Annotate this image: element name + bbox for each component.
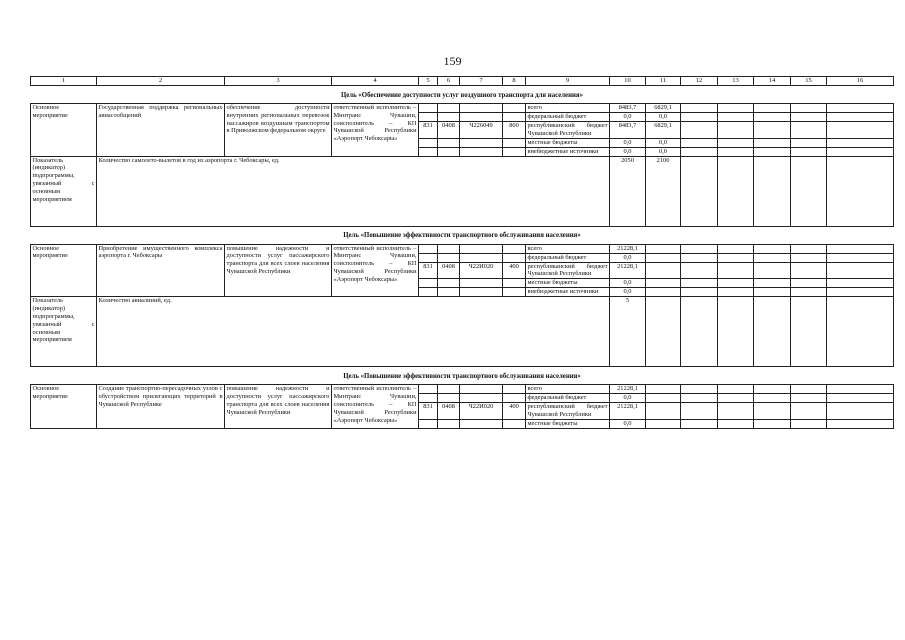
activity-row bbox=[31, 244, 894, 253]
funding-value-11 bbox=[646, 394, 681, 403]
code-empty bbox=[503, 288, 526, 297]
funding-value-11 bbox=[646, 262, 681, 279]
empty-cell bbox=[791, 104, 827, 113]
goal-row bbox=[31, 226, 894, 244]
empty-cell bbox=[827, 403, 894, 420]
empty-cell bbox=[791, 394, 827, 403]
empty-cell bbox=[791, 156, 827, 226]
empty-cell bbox=[754, 403, 791, 420]
code-empty bbox=[419, 279, 438, 288]
activity-name: Приобретение имущественного комплекса аэропорта г. Чебоксары bbox=[97, 244, 225, 297]
empty-cell bbox=[791, 262, 827, 279]
empty-cell bbox=[681, 253, 718, 262]
code-empty bbox=[419, 113, 438, 122]
indicator-label: Показатель (индикатор) подпрограммы, увязанный с основным мероприятием bbox=[31, 297, 97, 367]
code-empty bbox=[438, 394, 460, 403]
activity-label: Основное мероприятие bbox=[31, 385, 97, 429]
empty-cell bbox=[754, 244, 791, 253]
funding-value-10: 8483,7 bbox=[610, 122, 646, 139]
column-number: 4 bbox=[332, 77, 419, 86]
empty-cell bbox=[791, 253, 827, 262]
code-empty bbox=[419, 244, 438, 253]
empty-cell bbox=[791, 288, 827, 297]
empty-cell bbox=[754, 419, 791, 428]
code-empty bbox=[438, 113, 460, 122]
empty-cell bbox=[754, 394, 791, 403]
empty-cell bbox=[827, 244, 894, 253]
code-grbs: 831 bbox=[419, 122, 438, 139]
code-empty bbox=[503, 253, 526, 262]
funding-value-10: 0,0 bbox=[610, 253, 646, 262]
funding-value-11: 6829,1 bbox=[646, 122, 681, 139]
funding-value-10: 0,0 bbox=[610, 147, 646, 156]
activity-executor: ответственный исполнитель – Минтранс Чувашии, соисполнитель – КП Чувашской Республики «Аэропорт Чебоксары» bbox=[332, 244, 419, 297]
empty-cell bbox=[754, 262, 791, 279]
funding-source: внебюджетные источники bbox=[526, 288, 610, 297]
empty-cell bbox=[681, 147, 718, 156]
empty-cell bbox=[791, 113, 827, 122]
funding-value-10: 0,0 bbox=[610, 113, 646, 122]
code-empty bbox=[503, 104, 526, 113]
funding-value-11 bbox=[646, 403, 681, 420]
empty-cell bbox=[681, 288, 718, 297]
funding-source: федеральный бюджет bbox=[526, 394, 610, 403]
code-empty bbox=[503, 394, 526, 403]
funding-value-11: 6829,1 bbox=[646, 104, 681, 113]
activity-label: Основное мероприятие bbox=[31, 244, 97, 297]
funding-value-10: 0,0 bbox=[610, 419, 646, 428]
indicator-row bbox=[31, 156, 894, 226]
code-empty bbox=[460, 279, 503, 288]
activity-label: Основное мероприятие bbox=[31, 104, 97, 157]
code-empty bbox=[438, 244, 460, 253]
column-number: 16 bbox=[827, 77, 894, 86]
code-empty bbox=[503, 147, 526, 156]
program-table bbox=[30, 76, 894, 429]
code-rzpr: 0408 bbox=[438, 403, 460, 420]
code-empty bbox=[419, 385, 438, 394]
indicator-value-10: 5 bbox=[610, 297, 646, 367]
indicator-text: Количество самолето-вылетов в год из аэропорта г. Чебоксары, ед. bbox=[97, 156, 610, 226]
code-csr: Ч226049 bbox=[460, 122, 503, 139]
code-vr: 400 bbox=[503, 262, 526, 279]
code-vr: 800 bbox=[503, 122, 526, 139]
code-csr: Ч22И020 bbox=[460, 262, 503, 279]
funding-source: местные бюджеты bbox=[526, 279, 610, 288]
activity-name: Создание транспортно-пересадочных узлов с обустройством прилегающих территорий в Чувашской Республике bbox=[97, 385, 225, 429]
funding-source: местные бюджеты bbox=[526, 419, 610, 428]
activity-executor: ответственный исполнитель – Минтранс Чувашии, соисполнитель – КП Чувашской Республики «Аэропорт Чебоксары» bbox=[332, 104, 419, 157]
code-empty bbox=[419, 147, 438, 156]
code-empty bbox=[460, 253, 503, 262]
empty-cell bbox=[681, 138, 718, 147]
funding-value-10: 0,0 bbox=[610, 394, 646, 403]
code-empty bbox=[438, 419, 460, 428]
funding-source: местные бюджеты bbox=[526, 138, 610, 147]
empty-cell bbox=[681, 403, 718, 420]
activity-result: повышение надежности и доступности услуг пассажирского транспорта для всех слоев населения Чувашской Республики bbox=[225, 385, 332, 429]
empty-cell bbox=[718, 403, 754, 420]
empty-cell bbox=[681, 297, 718, 367]
code-empty bbox=[460, 138, 503, 147]
funding-source: внебюджетные источники bbox=[526, 147, 610, 156]
code-empty bbox=[438, 385, 460, 394]
empty-cell bbox=[827, 104, 894, 113]
column-number: 5 bbox=[419, 77, 438, 86]
empty-cell bbox=[754, 113, 791, 122]
column-number: 1 bbox=[31, 77, 97, 86]
empty-cell bbox=[827, 156, 894, 226]
funding-source: всего bbox=[526, 244, 610, 253]
funding-value-11: 0,0 bbox=[646, 113, 681, 122]
empty-cell bbox=[681, 385, 718, 394]
funding-value-11 bbox=[646, 385, 681, 394]
funding-value-10: 0,0 bbox=[610, 288, 646, 297]
empty-cell bbox=[791, 279, 827, 288]
indicator-label: Показатель (индикатор) подпрограммы, увязанный с основным мероприятием bbox=[31, 156, 97, 226]
empty-cell bbox=[791, 297, 827, 367]
code-empty bbox=[460, 244, 503, 253]
code-empty bbox=[419, 138, 438, 147]
empty-cell bbox=[791, 122, 827, 139]
activity-executor: ответственный исполнитель – Минтранс Чувашии, соисполнитель – КП Чувашской Республики «Аэропорт Чебоксары» bbox=[332, 385, 419, 429]
empty-cell bbox=[754, 104, 791, 113]
code-empty bbox=[438, 253, 460, 262]
code-empty bbox=[460, 385, 503, 394]
funding-value-10: 21228,1 bbox=[610, 403, 646, 420]
goal-row bbox=[31, 86, 894, 104]
code-empty bbox=[438, 138, 460, 147]
column-number: 7 bbox=[460, 77, 503, 86]
empty-cell bbox=[754, 253, 791, 262]
empty-cell bbox=[791, 244, 827, 253]
column-number: 11 bbox=[646, 77, 681, 86]
empty-cell bbox=[827, 279, 894, 288]
funding-value-11: 0,0 bbox=[646, 147, 681, 156]
code-empty bbox=[503, 244, 526, 253]
funding-value-10: 0,0 bbox=[610, 138, 646, 147]
empty-cell bbox=[718, 113, 754, 122]
code-empty bbox=[503, 279, 526, 288]
code-empty bbox=[438, 288, 460, 297]
empty-cell bbox=[718, 122, 754, 139]
empty-cell bbox=[754, 147, 791, 156]
code-grbs: 831 bbox=[419, 403, 438, 420]
funding-source: федеральный бюджет bbox=[526, 113, 610, 122]
goal-row bbox=[31, 367, 894, 385]
code-empty bbox=[438, 279, 460, 288]
empty-cell bbox=[827, 147, 894, 156]
empty-cell bbox=[718, 147, 754, 156]
indicator-row bbox=[31, 297, 894, 367]
empty-cell bbox=[718, 262, 754, 279]
funding-source: республиканский бюджет Чувашской Республики bbox=[527, 262, 608, 278]
funding-value-11 bbox=[646, 279, 681, 288]
column-number: 9 bbox=[526, 77, 610, 86]
empty-cell bbox=[827, 113, 894, 122]
indicator-value-10: 2050 bbox=[610, 156, 646, 226]
code-empty bbox=[460, 419, 503, 428]
code-empty bbox=[419, 104, 438, 113]
column-number: 15 bbox=[791, 77, 827, 86]
empty-cell bbox=[827, 253, 894, 262]
goal-heading: Цель «Повышение эффективности транспортного обслуживания населения» bbox=[343, 232, 581, 240]
activity-result: обеспечение доступности внутренних региональных перевозок пассажиров воздушным транспортом в Приволжском федеральном округе bbox=[225, 104, 332, 157]
column-number: 14 bbox=[754, 77, 791, 86]
empty-cell bbox=[791, 138, 827, 147]
empty-cell bbox=[754, 122, 791, 139]
funding-source: федеральный бюджет bbox=[526, 253, 610, 262]
column-number: 2 bbox=[97, 77, 225, 86]
empty-cell bbox=[791, 147, 827, 156]
code-empty bbox=[419, 288, 438, 297]
activity-row bbox=[31, 104, 894, 113]
empty-cell bbox=[827, 138, 894, 147]
funding-source: республиканский бюджет Чувашской Республики bbox=[527, 122, 608, 137]
funding-value-10: 21228,1 bbox=[610, 385, 646, 394]
empty-cell bbox=[681, 244, 718, 253]
empty-cell bbox=[754, 288, 791, 297]
empty-cell bbox=[681, 262, 718, 279]
column-number: 3 bbox=[225, 77, 332, 86]
code-empty bbox=[460, 147, 503, 156]
code-empty bbox=[460, 104, 503, 113]
empty-cell bbox=[827, 262, 894, 279]
page-number: 159 bbox=[443, 54, 462, 68]
column-number: 8 bbox=[503, 77, 526, 86]
empty-cell bbox=[754, 156, 791, 226]
activity-row bbox=[31, 385, 894, 394]
code-empty bbox=[503, 113, 526, 122]
code-empty bbox=[419, 419, 438, 428]
empty-cell bbox=[718, 394, 754, 403]
empty-cell bbox=[791, 419, 827, 428]
column-number: 13 bbox=[718, 77, 754, 86]
empty-cell bbox=[681, 419, 718, 428]
code-empty bbox=[503, 419, 526, 428]
empty-cell bbox=[754, 279, 791, 288]
code-rzpr: 0408 bbox=[438, 262, 460, 279]
funding-value-11 bbox=[646, 288, 681, 297]
code-empty bbox=[503, 138, 526, 147]
code-empty bbox=[460, 394, 503, 403]
empty-cell bbox=[718, 288, 754, 297]
funding-source: всего bbox=[526, 104, 610, 113]
empty-cell bbox=[718, 385, 754, 394]
empty-cell bbox=[718, 156, 754, 226]
code-empty bbox=[503, 385, 526, 394]
column-number: 6 bbox=[438, 77, 460, 86]
empty-cell bbox=[681, 104, 718, 113]
funding-source: республиканский бюджет Чувашской Республики bbox=[527, 403, 608, 419]
empty-cell bbox=[827, 385, 894, 394]
funding-value-10: 0,0 bbox=[610, 279, 646, 288]
funding-value-10: 21228,1 bbox=[610, 262, 646, 279]
goal-heading: Цель «Повышение эффективности транспортного обслуживания населения» bbox=[343, 372, 581, 380]
empty-cell bbox=[718, 419, 754, 428]
empty-cell bbox=[681, 113, 718, 122]
activity-result: повышение надежности и доступности услуг пассажирского транспорта для всех слоев населения Чувашской Республики bbox=[225, 244, 332, 297]
empty-cell bbox=[754, 297, 791, 367]
code-empty bbox=[438, 147, 460, 156]
funding-value-11 bbox=[646, 419, 681, 428]
goal-heading: Цель «Обеспечение доступности услуг воздушного транспорта для населения» bbox=[341, 91, 583, 99]
indicator-value-11 bbox=[646, 297, 681, 367]
column-number-row bbox=[31, 77, 894, 86]
activity-name: Государственная поддержка региональных авиасообщений bbox=[97, 104, 225, 157]
empty-cell bbox=[718, 104, 754, 113]
empty-cell bbox=[718, 138, 754, 147]
code-rzpr: 0408 bbox=[438, 122, 460, 139]
code-empty bbox=[460, 288, 503, 297]
empty-cell bbox=[754, 385, 791, 394]
code-csr: Ч22И020 bbox=[460, 403, 503, 420]
code-empty bbox=[419, 253, 438, 262]
column-number: 12 bbox=[681, 77, 718, 86]
empty-cell bbox=[827, 288, 894, 297]
empty-cell bbox=[681, 394, 718, 403]
empty-cell bbox=[827, 419, 894, 428]
code-vr: 400 bbox=[503, 403, 526, 420]
code-grbs: 831 bbox=[419, 262, 438, 279]
empty-cell bbox=[718, 244, 754, 253]
funding-value-10: 21228,1 bbox=[610, 244, 646, 253]
code-empty bbox=[438, 104, 460, 113]
empty-cell bbox=[791, 403, 827, 420]
empty-cell bbox=[681, 122, 718, 139]
funding-value-11 bbox=[646, 244, 681, 253]
indicator-text: Количество авиалиний, ед. bbox=[97, 297, 610, 367]
funding-value-11 bbox=[646, 253, 681, 262]
empty-cell bbox=[827, 394, 894, 403]
empty-cell bbox=[681, 156, 718, 226]
funding-value-11: 0,0 bbox=[646, 138, 681, 147]
funding-value-10: 8483,7 bbox=[610, 104, 646, 113]
funding-source: всего bbox=[526, 385, 610, 394]
empty-cell bbox=[681, 279, 718, 288]
empty-cell bbox=[718, 297, 754, 367]
code-empty bbox=[460, 113, 503, 122]
empty-cell bbox=[827, 297, 894, 367]
empty-cell bbox=[791, 385, 827, 394]
empty-cell bbox=[827, 122, 894, 139]
code-empty bbox=[419, 394, 438, 403]
column-number: 10 bbox=[610, 77, 646, 86]
empty-cell bbox=[718, 253, 754, 262]
empty-cell bbox=[754, 138, 791, 147]
indicator-value-11: 2100 bbox=[646, 156, 681, 226]
empty-cell bbox=[718, 279, 754, 288]
